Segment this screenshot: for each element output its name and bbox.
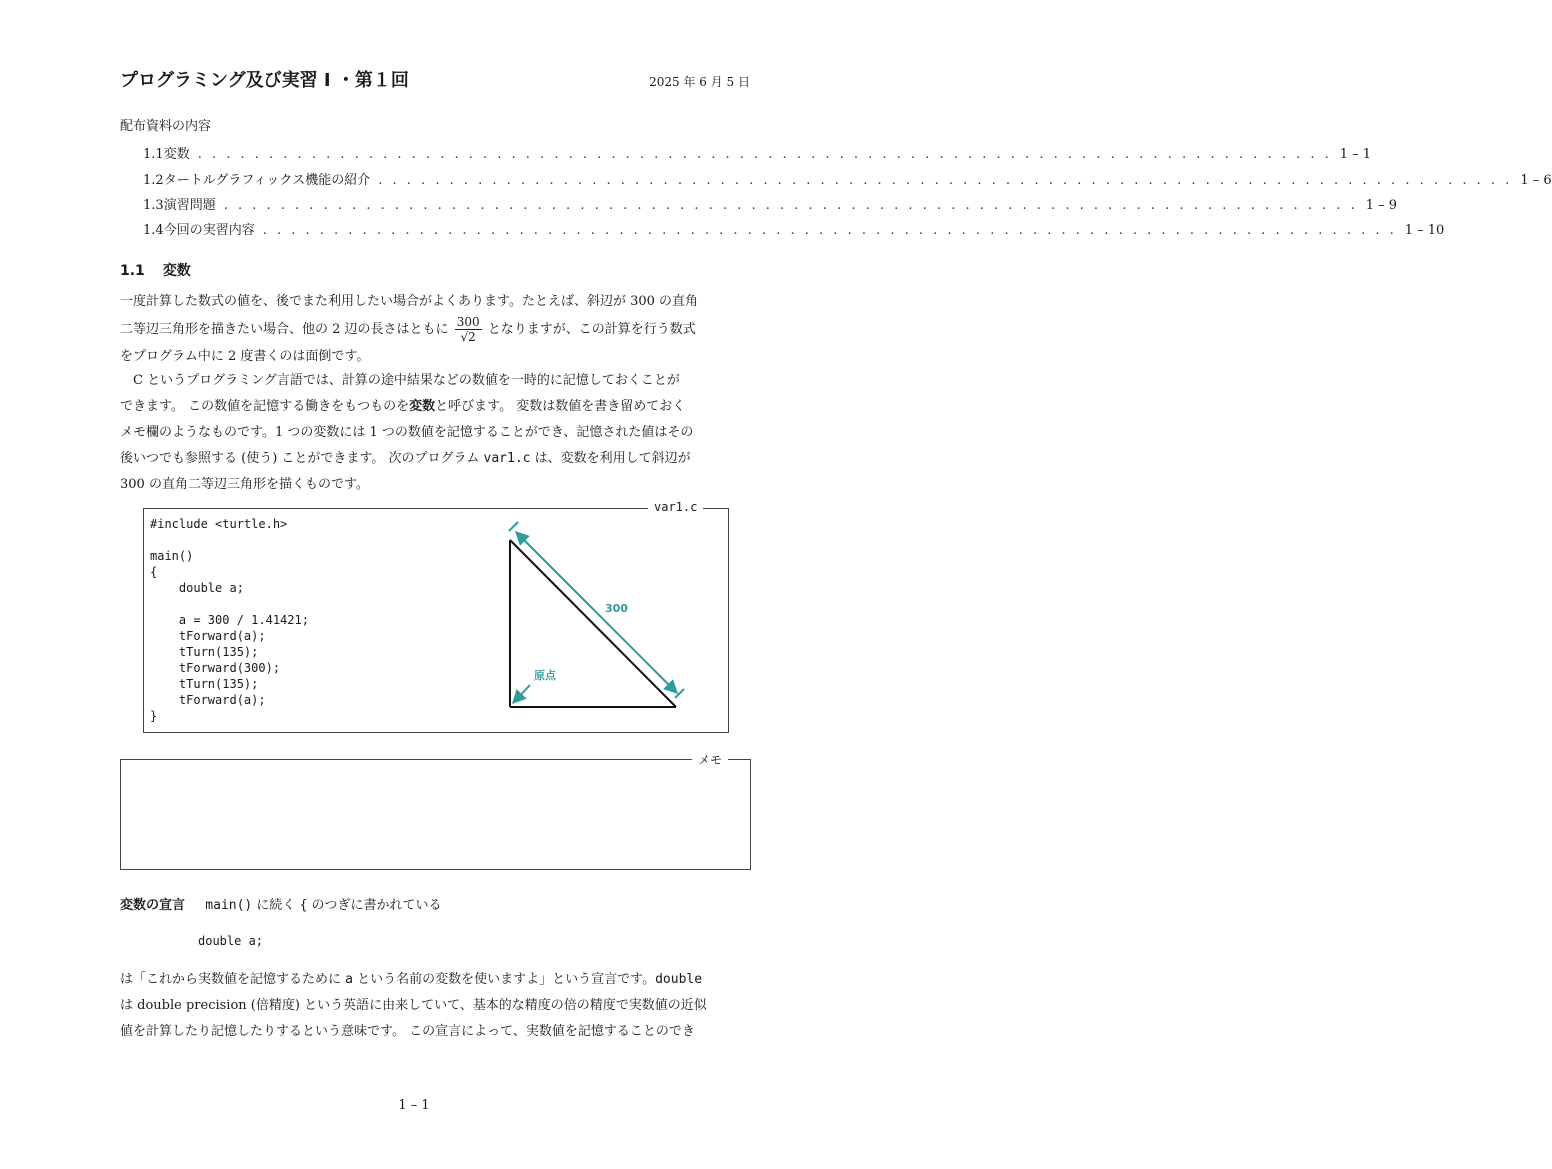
text-segment: は「これから実数値を記憶するために: [120, 972, 342, 987]
toc-item-label: タートルグラフィックス機能の紹介: [163, 173, 371, 188]
fraction-denominator: √2: [460, 330, 476, 344]
declaration-heading: 変数の宣言: [120, 898, 186, 913]
paragraph-declaration: [120, 967, 750, 1045]
toc-item-number: 1.2: [143, 173, 164, 188]
toc-item-page: 1 – 6: [1520, 173, 1552, 188]
toc-item-label: 今回の実習内容: [163, 223, 255, 238]
toc-leader-dots: . . . . . . . . . . . . . . . . . . . . . . . . . . . . . . . . . . . . . . . . . . . . . . . . . . . . . . . . . . . . . . . . . . . . . . . . . . . . . . . .: [223, 198, 1358, 213]
page-number: 1 – 1: [398, 1098, 430, 1113]
toc-item-label: 演習問題: [163, 198, 216, 213]
text-segment: できます。 この数値を記憶する働きをもつものを: [120, 399, 410, 414]
toc-item-page: 1 – 1: [1339, 147, 1372, 162]
toc-item-page: 1 – 9: [1365, 198, 1398, 213]
section-number: 1.1: [120, 263, 145, 279]
fraction-numerator: 300: [456, 315, 480, 329]
toc-leader-dots: . . . . . . . . . . . . . . . . . . . . . . . . . . . . . . . . . . . . . . . . . . . . . . . . . . . . . . . . . . . . . . . . . . . . . . . . . . . . . . . .: [197, 147, 1332, 162]
text-segment: のつぎに書かれている: [311, 898, 442, 913]
section-title: 変数: [162, 263, 191, 279]
toc-leader-dots: . . . . . . . . . . . . . . . . . . . . . . . . . . . . . . . . . . . . . . . . . . . . . . . . . . . . . . . . . . . . . . . . . . . . . . . . . . . . . . . .: [262, 223, 1397, 238]
paragraph-variables: [120, 368, 750, 498]
toc-leader-dots: . . . . . . . . . . . . . . . . . . . . . . . . . . . . . . . . . . . . . . . . . . . . . . . . . . . . . . . . . . . . . . . . . . . . . . . . . . . . . . . .: [378, 173, 1513, 188]
text-line: C というプログラミング言語では、計算の途中結果などの数値を一時的に記憶しておくことが: [120, 373, 680, 388]
toc-item-number: 1.3: [143, 198, 164, 213]
text-segment: に続く: [256, 898, 296, 913]
text-line: は double precision (倍精度) という英語に由来していて、基本的な精度の倍の精度で実数値の近似: [120, 998, 707, 1013]
text-segment: となりますが、この計算を行う数式: [487, 322, 696, 337]
toc-item-label: 変数: [163, 147, 190, 162]
text-line: 300 の直角二等辺三角形を描くものです。: [120, 477, 369, 492]
text-segment: 後いつでも参照する (使う) ことができます。 次のプログラム: [120, 451, 480, 466]
toc-item-number: 1.4: [143, 223, 164, 238]
text-line: メモ欄のようなものです。1 つの変数には 1 つの数値を記憶することができ、記憶された値はその: [120, 425, 694, 440]
code-box-label: var1.c: [648, 500, 703, 514]
page-title: プログラミング及び実習 I ・第１回: [120, 70, 409, 91]
text-segment: と呼びます。 変数は数値を書き留めておく: [435, 399, 686, 414]
toc-item-number: 1.1: [143, 147, 164, 162]
fraction: [455, 315, 482, 344]
declaration-code: double a;: [198, 934, 264, 948]
triangle-figure: [490, 520, 710, 725]
memo-label: メモ: [692, 751, 728, 768]
inline-code-brace: {: [299, 898, 308, 913]
text-segment: という名前の変数を使いますよ」という宣言です。: [357, 972, 656, 987]
text-line: [120, 967, 750, 993]
declaration-heading-line: [120, 894, 442, 913]
toc-item-page: 1 – 10: [1404, 223, 1445, 238]
hypotenuse-label: 300: [605, 602, 628, 615]
paragraph-intro: [120, 289, 750, 370]
text-line: [120, 315, 750, 344]
inline-code-double: double: [655, 972, 703, 987]
text-segment: は、変数を利用して斜辺が: [534, 451, 691, 466]
code-listing: #include <turtle.h> main() { double a; a = 300 / 1.41421; tForward(a); tTurn(135); tForward(300); tTurn(135); tForward(a); }: [150, 517, 309, 723]
inline-code-filename: var1.c: [483, 451, 531, 466]
text-line: 一度計算した数式の値を、後でまた利用したい場合がよくあります。たとえば、斜辺が 300 の直角: [120, 294, 699, 309]
inline-code-a: a: [345, 972, 353, 987]
text-line: 値を計算したり記憶したりするという意味です。 この宣言によって、実数値を記憶することのでき: [120, 1024, 695, 1039]
toc-item: [143, 169, 1552, 188]
origin-arrow: [513, 685, 530, 703]
origin-label: 原点: [534, 669, 556, 682]
section-heading: [120, 260, 191, 280]
toc-item: [143, 194, 1398, 213]
date: 2025 年 6 月 5 日: [649, 75, 750, 89]
text-line: [120, 446, 750, 472]
toc-item: [143, 143, 1372, 162]
text-line: [120, 394, 750, 420]
keyword-variable: 変数: [409, 399, 436, 414]
memo-box: [120, 759, 751, 870]
toc-heading: 配布資料の内容: [120, 119, 212, 134]
text-segment: 二等辺三角形を描きたい場合、他の 2 辺の長さはともに: [120, 322, 449, 337]
inline-code-main: main(): [205, 898, 253, 913]
toc-item: [143, 219, 1445, 238]
text-line: をプログラム中に 2 度書くのは面倒です。: [120, 349, 370, 364]
